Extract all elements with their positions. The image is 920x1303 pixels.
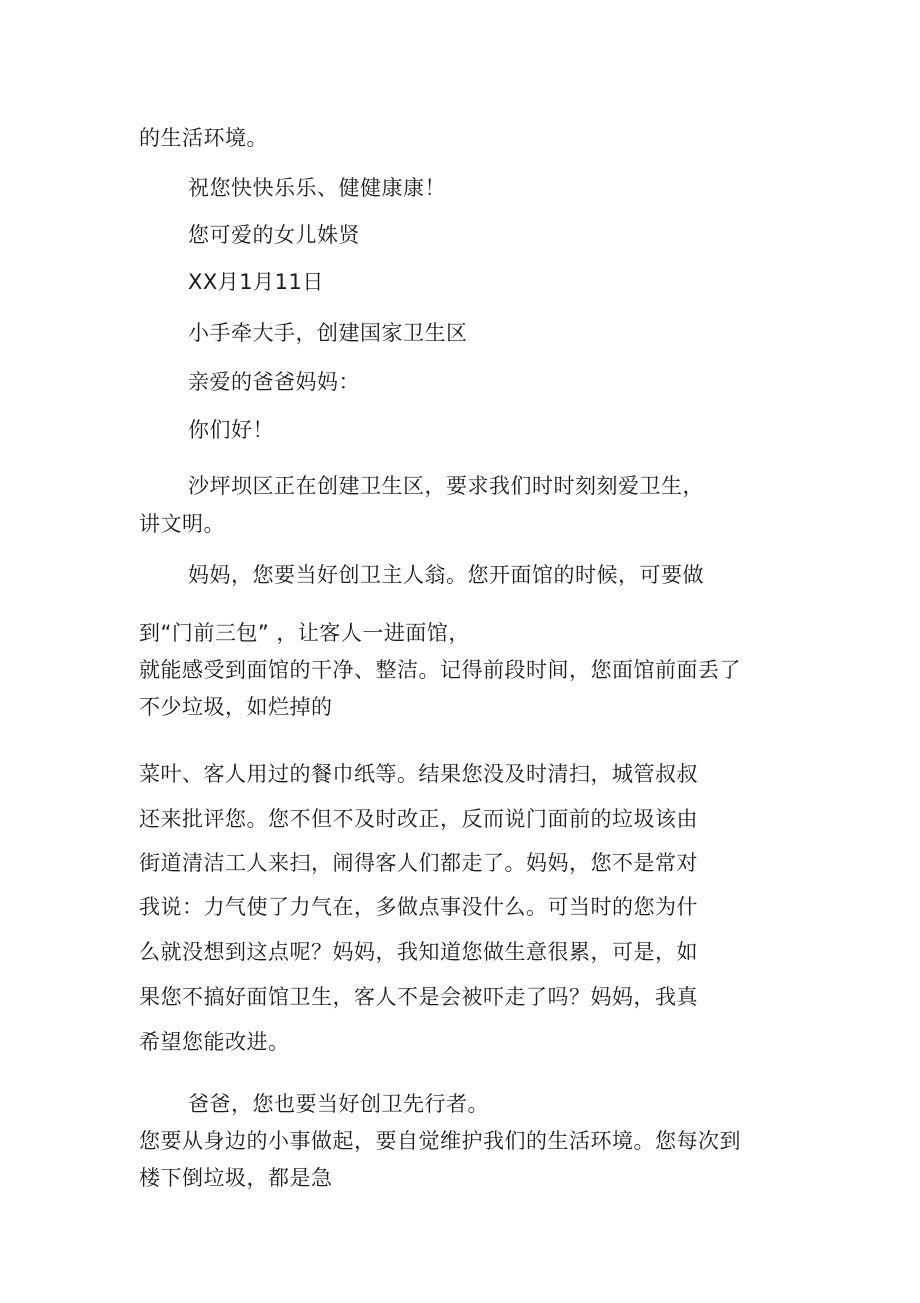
text-line: 到“门前三包” ，让客人一进面馆， <box>139 621 470 645</box>
text-line: 街道清洁工人来扫，闹得客人们都走了。妈妈，您不是常对 <box>139 851 698 875</box>
text-line: 祝您快快乐乐、健健康康！ <box>188 176 446 200</box>
text-line: 就能感受到面馆的干净、整洁。记得前段时间，您面馆前面丢了 <box>139 658 741 682</box>
greeting-line: 你们好！ <box>188 418 274 442</box>
text-line: 不少垃圾，如烂掉的 <box>139 695 333 719</box>
letter-title: 小手牵大手，创建国家卫生区 <box>188 321 468 345</box>
greeting-line: 亲爱的爸爸妈妈： <box>188 370 360 394</box>
text-line: 讲文明。 <box>139 512 225 536</box>
text-line: 么就没想到这点呢？妈妈，我知道您做生意很累，可是，如 <box>139 940 698 964</box>
text-line: 我说：力气使了力气在，多做点事没什么。可当时的您为什 <box>139 895 698 919</box>
text-line: 爸爸，您也要当好创卫先行者。 <box>188 1092 489 1116</box>
text-line: 希望您能改进。 <box>139 1030 290 1054</box>
text-line: 沙坪坝区正在创建卫生区，要求我们时时刻刻爱卫生， <box>188 474 704 498</box>
text-line: 您要从身边的小事做起，要自觉维护我们的生活环境。您每次到 <box>139 1129 741 1153</box>
signature-line: 您可爱的女儿姝贤 <box>188 223 360 247</box>
text-line: 妈妈，您要当好创卫主人翁。您开面馆的时候，可要做 <box>188 563 704 587</box>
text-line: 菜叶、客人用过的餐巾纸等。结果您没及时清扫，城管叔叔 <box>139 762 698 786</box>
date-line: XX月1月11日 <box>188 270 324 294</box>
text-line: 楼下倒垃圾，都是急 <box>139 1166 333 1190</box>
text-line: 还来批评您。您不但不及时改正，反而说门面前的垃圾该由 <box>139 807 698 831</box>
text-line: 的生活环境。 <box>139 126 268 150</box>
text-line: 果您不搞好面馆卫生，客人不是会被吓走了吗？妈妈，我真 <box>139 985 698 1009</box>
